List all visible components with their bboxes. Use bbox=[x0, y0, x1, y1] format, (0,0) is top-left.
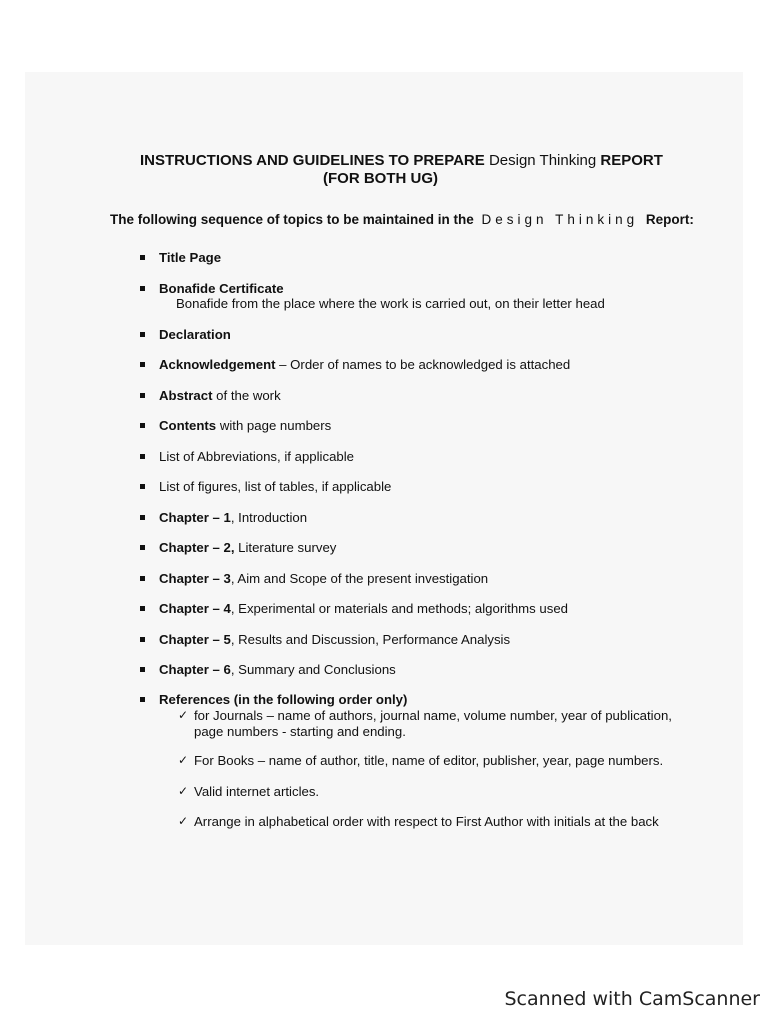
topic-rest-text: List of Abbreviations, if applicable bbox=[159, 449, 354, 464]
reference-text: Valid internet articles. bbox=[194, 784, 320, 799]
topic-bold-text: Bonafide Certificate bbox=[159, 281, 284, 296]
topic-rest-text: List of figures, list of tables, if applicable bbox=[159, 479, 392, 494]
intro-after: Report: bbox=[645, 212, 694, 227]
bullet-square-icon bbox=[140, 576, 145, 581]
bullet-square-icon bbox=[140, 545, 145, 550]
title-bold-part-b: REPORT bbox=[600, 152, 663, 169]
topic-rest-text: – Order of names to be acknowledged is attached bbox=[275, 357, 571, 372]
checkmark-icon: ✓ bbox=[178, 784, 189, 798]
topic-bold-text: Chapter – 2, bbox=[159, 540, 235, 555]
bullet-square-icon bbox=[140, 606, 145, 611]
bullet-square-icon bbox=[140, 697, 145, 702]
title-bold-part-a: INSTRUCTIONS AND GUIDELINES TO PREPARE bbox=[140, 152, 485, 169]
reference-text: Arrange in alphabetical order with respect to First Author with initials at the back bbox=[194, 814, 659, 829]
topic-text bbox=[159, 281, 284, 297]
topic-text bbox=[159, 540, 336, 556]
topic-bold-text: Chapter – 4 bbox=[159, 601, 231, 616]
reference-text: for Journals – name of authors, journal name, volume number, year of publication, page numbers - starting and ending. bbox=[194, 708, 672, 739]
topic-bold-text: Declaration bbox=[159, 327, 231, 342]
topic-text bbox=[159, 692, 407, 708]
bullet-square-icon bbox=[140, 332, 145, 337]
topic-text bbox=[159, 601, 568, 617]
topic-text bbox=[159, 571, 488, 587]
topic-bold-text: Chapter – 3 bbox=[159, 571, 231, 586]
bullet-square-icon bbox=[140, 515, 145, 520]
bullet-square-icon bbox=[140, 637, 145, 642]
topic-bold-text: Chapter – 6 bbox=[159, 662, 231, 677]
topic-text bbox=[159, 479, 391, 495]
topic-bold-text: Contents bbox=[159, 418, 217, 433]
topic-text bbox=[159, 510, 307, 526]
bullet-square-icon bbox=[140, 255, 145, 260]
bullet-square-icon bbox=[140, 484, 145, 489]
topic-rest-text: Literature survey bbox=[234, 540, 337, 555]
topic-subtext: Bonafide from the place where the work is carried out, on their letter head bbox=[176, 296, 605, 311]
reference-text: For Books – name of author, title, name of editor, publisher, year, page numbers. bbox=[194, 753, 664, 768]
topic-text bbox=[159, 449, 354, 465]
bullet-square-icon bbox=[140, 667, 145, 672]
bullet-square-icon bbox=[140, 393, 145, 398]
topic-bold-text: Abstract bbox=[159, 388, 213, 403]
intro-spaced-text: Design Thinking bbox=[481, 212, 639, 227]
topic-rest-text: , Aim and Scope of the present investigation bbox=[230, 571, 489, 586]
topic-text bbox=[159, 662, 396, 678]
bullet-square-icon bbox=[140, 362, 145, 367]
topic-rest-text: with page numbers bbox=[216, 418, 332, 433]
topic-bold-text: References (in the following order only) bbox=[159, 692, 408, 707]
topic-text bbox=[159, 632, 510, 648]
title-thin-part: Design Thinking bbox=[488, 152, 597, 169]
bullet-square-icon bbox=[140, 454, 145, 459]
topic-text bbox=[159, 250, 221, 266]
bullet-square-icon bbox=[140, 286, 145, 291]
bullet-square-icon bbox=[140, 423, 145, 428]
topic-bold-text: Chapter – 1 bbox=[159, 510, 231, 525]
title-line-1 bbox=[140, 152, 663, 170]
topic-rest-text: , Introduction bbox=[230, 510, 308, 525]
topic-bold-text: Acknowledgement bbox=[159, 357, 276, 372]
topic-rest-text: of the work bbox=[212, 388, 281, 403]
topic-rest-text: , Experimental or materials and methods; algorithms used bbox=[230, 601, 568, 616]
topic-text bbox=[159, 388, 281, 404]
intro-sentence bbox=[110, 212, 694, 227]
topic-bold-text: Chapter – 5 bbox=[159, 632, 231, 647]
checkmark-icon: ✓ bbox=[178, 708, 189, 722]
topic-text bbox=[159, 357, 570, 373]
topic-text bbox=[159, 418, 331, 434]
topic-rest-text: , Summary and Conclusions bbox=[230, 662, 396, 677]
camscanner-watermark: Scanned with CamScanner bbox=[504, 988, 760, 1010]
intro-before: The following sequence of topics to be maintained in the bbox=[110, 212, 474, 227]
topic-rest-text: , Results and Discussion, Performance Analysis bbox=[230, 632, 511, 647]
checkmark-icon: ✓ bbox=[178, 753, 189, 767]
checkmark-icon: ✓ bbox=[178, 814, 189, 828]
topic-bold-text: Title Page bbox=[159, 250, 222, 265]
title-line-2: (FOR BOTH UG) bbox=[323, 170, 438, 187]
topic-text bbox=[159, 327, 231, 343]
reference-text-line2: page numbers - starting and ending. bbox=[194, 724, 406, 739]
